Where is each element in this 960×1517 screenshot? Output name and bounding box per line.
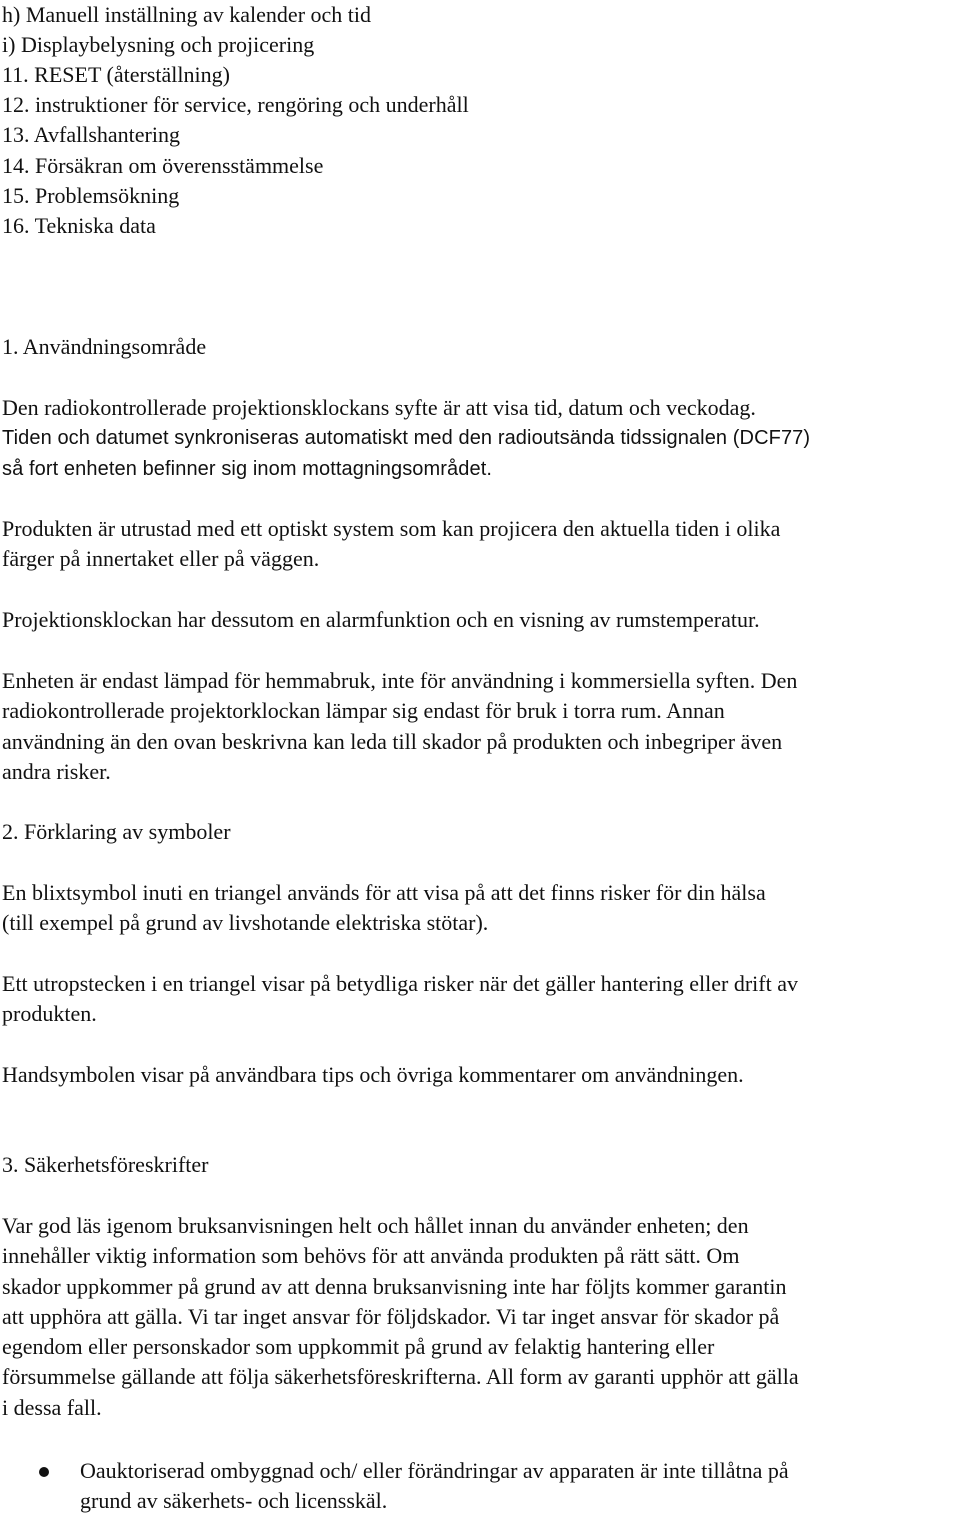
paragraph-line: Handsymbolen visar på användbara tips och övriga kommentarer om användningen. [2, 1062, 744, 1087]
paragraph-line: användning än den ovan beskrivna kan leda till skador på produkten och inbegriper även [2, 728, 783, 754]
paragraph [2, 969, 957, 1030]
paragraph-line: Den radiokontrollerade projektionsklockans syfte är att visa tid, datum och veckodag. [2, 395, 756, 420]
paragraph-line: produkten. [2, 1001, 97, 1027]
paragraph-line: så fort enheten befinner sig inom mottagningsområdet. [2, 457, 493, 480]
paragraph [2, 1060, 957, 1090]
paragraph [2, 514, 957, 575]
paragraph-line: färger på innertaket eller på väggen. [2, 546, 320, 572]
list-item-text [80, 1456, 950, 1517]
paragraph-line: Oauktoriserad ombyggnad och/ eller förändringar av apparaten är inte tillåtna på [80, 1458, 789, 1483]
paragraph-line: innehåller viktig information som behövs för att använda produkten på rätt sätt. Om [2, 1243, 740, 1269]
paragraph-line: försummelse gällande att följa säkerhetsföreskrifterna. All form av garanti upphör att gälla [2, 1364, 799, 1390]
toc-item: 16. Tekniska data [2, 213, 156, 238]
paragraph-line: radiokontrollerade projektorklockan lämpar sig endast för bruk i torra rum. Annan [2, 698, 725, 724]
paragraph [2, 878, 957, 939]
toc-item: 11. RESET (återställning) [2, 62, 230, 87]
toc-item: h) Manuell inställning av kalender och tid [2, 2, 372, 27]
paragraph [2, 605, 957, 635]
paragraph-line: grund av säkerhets- och licensskäl. [80, 1488, 388, 1514]
section-heading: 2. Förklaring av symboler [2, 819, 231, 844]
toc-item: 15. Problemsökning [2, 183, 180, 208]
paragraph-line: skador uppkommer på grund av att denna bruksanvisning inte har följts kommer garantin [2, 1273, 787, 1299]
paragraph-line: att upphöra att gälla. Vi tar inget ansvar för följdskador. Vi tar inget ansvar för skador på [2, 1303, 780, 1329]
toc-item: 13. Avfallshantering [2, 122, 180, 147]
paragraph-line: Ett utropstecken i en triangel visar på betydliga risker när det gäller hantering eller drift av [2, 971, 798, 996]
paragraph [2, 393, 957, 484]
paragraph-line: andra risker. [2, 758, 111, 784]
toc-item: 14. Försäkran om överensstämmelse [2, 153, 324, 178]
paragraph-line: Produkten är utrustad med ett optiskt system som kan projicera den aktuella tiden i olika [2, 516, 781, 541]
paragraph-line: Projektionsklockan har dessutom en alarmfunktion och en visning av rumstemperatur. [2, 607, 760, 632]
paragraph-line: (till exempel på grund av livshotande elektriska stötar). [2, 910, 489, 936]
paragraph-line: Tiden och datumet synkroniseras automatiskt med den radioutsända tidssignalen (DCF77) [2, 427, 811, 450]
paragraph [2, 1211, 957, 1423]
paragraph-line: Enheten är endast lämpad för hemmabruk, inte för användning i kommersiella syften. Den [2, 668, 798, 693]
section-heading: 1. Användningsområde [2, 334, 207, 359]
section-heading: 3. Säkerhetsföreskrifter [2, 1152, 209, 1177]
toc-item: 12. instruktioner för service, rengöring och underhåll [2, 92, 469, 117]
paragraph [2, 666, 957, 787]
paragraph-line: i dessa fall. [2, 1394, 102, 1420]
paragraph-line: En blixtsymbol inuti en triangel används för att visa på att det finns risker för din hälsa [2, 880, 766, 905]
paragraph-line: Var god läs igenom bruksanvisningen helt och hållet innan du använder enheten; den [2, 1213, 749, 1238]
bullet-icon [39, 1467, 49, 1477]
toc-item: i) Displaybelysning och projicering [2, 32, 315, 57]
paragraph-line: egendom eller personskador som uppkommit på grund av felaktig hantering eller [2, 1334, 715, 1360]
